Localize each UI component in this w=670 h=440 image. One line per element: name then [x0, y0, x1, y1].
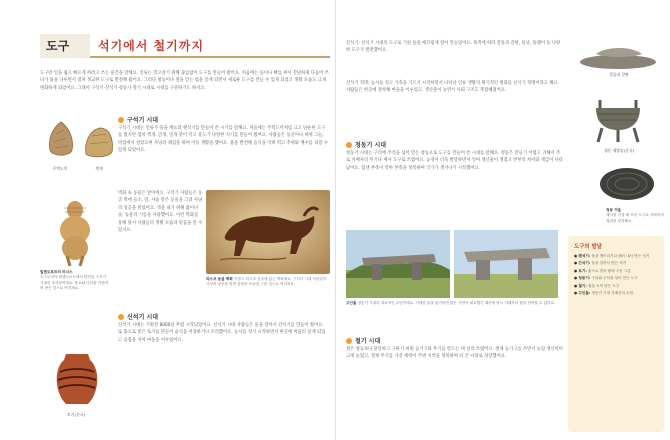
- section-bullet-icon: [346, 142, 352, 148]
- venus-caption-text: 오스트리아 빌렌도르프에서 발견된 구석기 시대의 조각상이에요. 풍요와 다산을 기원하며 만든 것으로 여겨져요.: [40, 275, 109, 291]
- intro-text: 도구란 일을 쉽고 빠르게 하려고 쓰는 물건을 말해요. 인류는 먹고살기 위해 끊임없이 도구를 만들어 왔어요. 처음에는 돌이나 뼈를 써서 간단하게 다듬어 쓰다가 불을 다루면서 점차 정교한 도구로 발전해 왔어요. 그러다 청동이나 철을 얻는 법을 알게 되면서 새로운 도구를 만들 수 있게 되었고 생활 모습도 크게 변화하게 되었어요. 그래서 구석기·신석기·청동기·철기 시대로 시대를 구분하기도 하지요.: [40, 71, 329, 91]
- hand-axe-caption: 주먹도끼: [52, 166, 68, 171]
- iron-age-text: 철은 청동보다 단단하고 구하기 쉬워 농기구와 무기를 만드는 데 널리 쓰였어요. 철제 농기구를 쓰면서 농업 생산력이 크게 늘었고, 철제 무기를 가진 세력이 주변 지역을 정복하며 더 큰 나라로 성장했어요.: [346, 347, 563, 360]
- glossary-definition: 청동기 시대 지배층의 무덤: [591, 291, 634, 296]
- venus-caption-title: 빌렌도르프의 비너스: [40, 270, 73, 274]
- quern-image: [578, 40, 660, 70]
- quern-caption: 갈돌과 갈판: [609, 72, 629, 77]
- neolithic-text: 신석기 시대는 기원전 8000년 무렵 시작되었어요. 신석기 시대 사람들은 돌을 갈아서 간석기를 만들어 썼어요. 또 흙으로 빚은 토기를 만들어 음식을 저장하거나 조리했어요. 농사를 짓기 시작하면서 한곳에 머물러 살게 되었고 움집을 지어 마을을 이루었어요.: [118, 323, 326, 343]
- polished-stone-text: 간석기: 신석기 시대의 도구로 거친 돌을 매끄럽게 갈아 만들었어요. 목적에 따라 갈돌과 갈판, 돌낫, 돌괭이 등 다양한 도구가 발전했어요.: [346, 41, 561, 54]
- mirror-caption-text: 제사를 지낼 때 쓰던 도구로 지배자의 권위를 상징해요.: [606, 213, 664, 223]
- glossary-definition: 구리와 주석을 섞어 만든 도구: [591, 276, 638, 281]
- glossary-term: ● 철기:: [574, 283, 589, 288]
- glossary-item: [574, 291, 658, 296]
- chapter-tag: 도구: [40, 34, 90, 58]
- glossary-definition: 철을 녹여 만든 도구: [588, 283, 620, 288]
- dolmen-caption: [346, 301, 564, 306]
- cave-painting-caption: [206, 277, 330, 288]
- bronze-age-text: 청동기 시대는 구리에 주석을 섞어 만든 청동으로 도구를 만들어 쓴 시대를 말해요. 청동은 만들기 어렵고 귀해서 주로 지배자의 무기나 제사 도구로 쓰였어요. 농경이 더욱 발달하면서 잉여 생산물이 생겼고 빈부의 차이와 계급이 나타났어요. 힘센 부족이 약한 부족을 정복하며 국가가 생겨나기 시작했어요.: [346, 151, 563, 171]
- chopper-caption: 찍개: [95, 166, 103, 171]
- cave-caption-title: 라스코 동굴 벽화: [206, 277, 233, 281]
- pottery-image: [52, 350, 102, 408]
- dolmen-photo-left: [346, 230, 450, 298]
- dolmen-photo-right: [454, 230, 558, 298]
- glossary-item: [574, 269, 658, 274]
- header-rule: [90, 56, 330, 58]
- glossary-title: 도구의 발달: [574, 244, 602, 250]
- glossary-item: [574, 284, 658, 289]
- iron-age-heading: 철기 시대: [346, 336, 380, 345]
- glossary-term: ● 토기:: [574, 268, 589, 273]
- glossary-box: [568, 236, 664, 432]
- glossary-item: [574, 261, 658, 266]
- mirror-caption: [606, 208, 666, 224]
- cave-painting-text: 벽화 속 동물은 말이에요. 구석기 사람들은 동굴 벽에 들소, 말, 사슴 같은 동물을 그려 사냥의 성공을 빌었어요. 색을 내기 위해 흙이나 숯, 동물의 기름을 사용했어요. 이런 벽화를 통해 당시 사람들의 생활 모습과 믿음을 알 수 있지요.: [118, 191, 203, 234]
- chapter-title: 석기에서 철기까지: [98, 39, 204, 53]
- cave-caption-text: 프랑스 라스코 동굴에 있는 벽화예요. 구석기 시대 사람들이 사냥의 성공을 빌며 동물의 모습을 그린 것으로 여겨져요.: [206, 277, 327, 287]
- pottery-caption: 토기(중국): [67, 412, 85, 417]
- neolithic-revolution-text: 신석기 혁명: 농사를 짓고 가축을 기르기 시작하면서 나타난 인류 생활의 획기적인 변화를 신석기 혁명이라고 해요. 사람들은 한곳에 정착해 마을을 이루었고, 생산물이 늘면서 사회 구조도 복잡해졌어요.: [346, 81, 559, 94]
- glossary-term: ● 간석기:: [574, 261, 592, 266]
- glossary-list: [574, 254, 658, 296]
- section-bullet-icon: [118, 117, 124, 123]
- dolmen-caption-title: 고인돌: [346, 301, 357, 305]
- chopper-image: [82, 124, 116, 160]
- glossary-item: [574, 276, 658, 281]
- glossary-term: ● 청동기:: [574, 276, 592, 281]
- hand-axe-image: [46, 120, 76, 160]
- paleolithic-text: 구석기 시대는 인류가 돌을 깨뜨려 뗀석기를 만들어 쓴 시기를 말해요. 처음에는 주먹도끼처럼 크고 단순한 도구를 썼지만 점차 찍개, 긁개, 밀개 같이 작고 용도가 다양한 석기를 만들어 썼어요. 사람들은 동굴이나 바위 그늘, 막집에서 살았으며 사냥과 채집을 하며 이동 생활을 했어요. 불을 발견해 음식을 익혀 먹고 추위와 맹수를 피할 수 있게 되었어요.: [118, 126, 329, 154]
- neolithic-heading: 신석기 시대: [118, 312, 158, 321]
- glossary-definition: 돌을 깨뜨리거나 떼어 내서 만든 석기: [591, 254, 650, 258]
- glossary-term: ● 고인돌:: [574, 291, 592, 296]
- chapter-header: [40, 34, 330, 58]
- bronze-age-heading: 청동기 시대: [346, 140, 386, 149]
- venus-caption: [40, 270, 110, 292]
- bronze-mirror-image: [598, 166, 656, 202]
- glossary-item: [574, 254, 658, 259]
- venus-figurine-image: [50, 200, 100, 268]
- cave-painting-image: [206, 190, 330, 274]
- glossary-definition: 돌을 갈아서 만든 석기: [591, 261, 627, 266]
- glossary-term: ● 뗀석기:: [574, 254, 592, 258]
- dolmen-caption-text: 청동기 시대의 대표적인 무덤이에요. 거대한 돌을 옮기려면 많은 사람이 필요했기 때문에 당시 지배자의 힘을 짐작할 수 있어요.: [357, 301, 556, 305]
- bronze-ding-image: [588, 96, 648, 144]
- mirror-caption-title: 청동 거울: [606, 208, 622, 212]
- glossary-definition: 흙으로 빚어 불에 구운 그릇: [588, 268, 631, 273]
- section-bullet-icon: [118, 314, 124, 320]
- ding-caption: 청동 세발솥(중국): [604, 148, 634, 153]
- section-bullet-icon: [346, 338, 352, 344]
- paleolithic-heading: 구석기 시대: [118, 115, 158, 124]
